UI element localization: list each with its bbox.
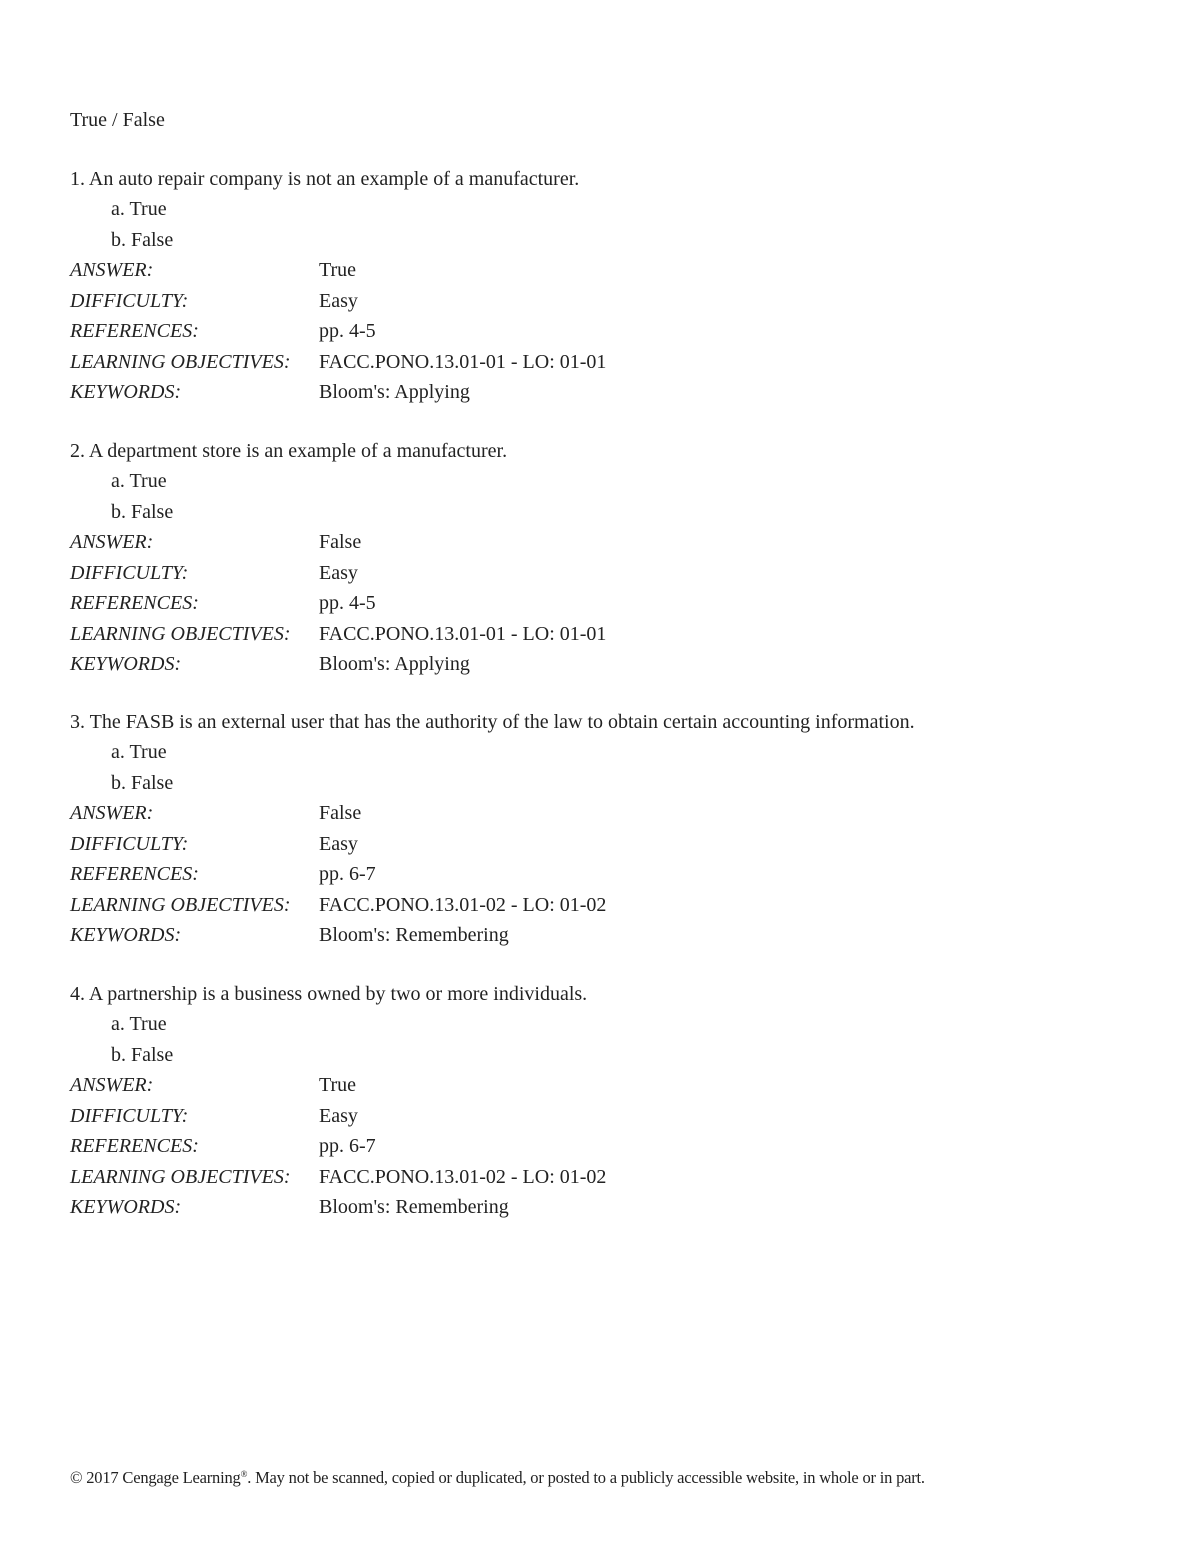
- learning-objectives-row: [70, 890, 1150, 921]
- answer-row: [70, 1070, 1150, 1101]
- choice-a: a. True: [111, 198, 167, 220]
- question-text: 2. A department store is an example of a manufacturer.: [70, 440, 508, 462]
- keywords-row: [70, 377, 1150, 408]
- difficulty-label: DIFFICULTY:: [70, 561, 189, 584]
- references-value: pp. 4-5: [319, 320, 376, 342]
- difficulty-label: DIFFICULTY:: [70, 832, 189, 855]
- difficulty-value: Easy: [319, 289, 358, 312]
- references-row: [70, 1131, 1150, 1162]
- choice-a: a. True: [111, 470, 167, 492]
- references-label: REFERENCES:: [70, 863, 199, 885]
- keywords-label: KEYWORDS:: [70, 924, 182, 946]
- copyright-prefix: © 2017 Cengage Learning: [70, 1468, 241, 1487]
- keywords-value: Bloom's: Applying: [319, 381, 470, 403]
- answer-label: ANSWER:: [70, 802, 154, 824]
- keywords-value: Bloom's: Remembering: [319, 1196, 509, 1218]
- difficulty-row: [70, 558, 1150, 589]
- references-value: pp. 6-7: [319, 1135, 376, 1157]
- keywords-label: KEYWORDS:: [70, 1196, 182, 1218]
- answer-row: [70, 527, 1150, 558]
- difficulty-value: Easy: [319, 1104, 358, 1127]
- answer-row: [70, 798, 1150, 829]
- keywords-value: Bloom's: Remembering: [319, 924, 509, 946]
- answer-label: ANSWER:: [70, 531, 154, 553]
- question-text: 3. The FASB is an external user that has the authority of the law to obtain certain accounting information.: [70, 711, 915, 733]
- answer-value: True: [319, 1074, 357, 1096]
- difficulty-row: [70, 1101, 1150, 1132]
- references-label: REFERENCES:: [70, 1135, 199, 1157]
- learning-objectives-value: FACC.PONO.13.01-02 - LO: 01-02: [319, 1165, 607, 1188]
- question-text: 4. A partnership is a business owned by two or more individuals.: [70, 983, 588, 1005]
- difficulty-label: DIFFICULTY:: [70, 289, 189, 312]
- choice-b: b. False: [111, 1043, 174, 1066]
- difficulty-row: [70, 286, 1150, 317]
- question-block: [70, 981, 1150, 1223]
- references-label: REFERENCES:: [70, 592, 199, 614]
- difficulty-row: [70, 829, 1150, 860]
- question-block: [70, 166, 1150, 408]
- answer-label: ANSWER:: [70, 1074, 154, 1096]
- learning-objectives-row: [70, 1162, 1150, 1193]
- answer-value: True: [319, 259, 357, 281]
- references-row: [70, 316, 1150, 347]
- choice-a: a. True: [111, 1013, 167, 1035]
- learning-objectives-label: LEARNING OBJECTIVES:: [70, 622, 291, 645]
- copyright-footer: [70, 1463, 925, 1489]
- learning-objectives-value: FACC.PONO.13.01-01 - LO: 01-01: [319, 622, 607, 645]
- references-label: REFERENCES:: [70, 320, 199, 342]
- answer-label: ANSWER:: [70, 259, 154, 281]
- learning-objectives-row: [70, 347, 1150, 378]
- section-title: True / False: [70, 109, 165, 131]
- learning-objectives-label: LEARNING OBJECTIVES:: [70, 1165, 291, 1188]
- learning-objectives-label: LEARNING OBJECTIVES:: [70, 893, 291, 916]
- references-value: pp. 4-5: [319, 592, 376, 614]
- answer-row: [70, 255, 1150, 286]
- difficulty-label: DIFFICULTY:: [70, 1104, 189, 1127]
- learning-objectives-value: FACC.PONO.13.01-01 - LO: 01-01: [319, 350, 607, 373]
- choice-a: a. True: [111, 741, 167, 763]
- question-block: [70, 709, 1150, 951]
- copyright-suffix: . May not be scanned, copied or duplicated, or posted to a publicly accessible website, in whole or in part.: [247, 1468, 925, 1487]
- choice-b: b. False: [111, 771, 174, 794]
- answer-value: False: [319, 531, 362, 553]
- references-row: [70, 588, 1150, 619]
- answer-value: False: [319, 802, 362, 824]
- keywords-row: [70, 920, 1150, 951]
- difficulty-value: Easy: [319, 832, 358, 855]
- keywords-row: [70, 649, 1150, 680]
- question-text: 1. An auto repair company is not an example of a manufacturer.: [70, 168, 580, 190]
- difficulty-value: Easy: [319, 561, 358, 584]
- choice-b: b. False: [111, 228, 174, 251]
- keywords-label: KEYWORDS:: [70, 381, 182, 403]
- keywords-value: Bloom's: Applying: [319, 653, 470, 675]
- choice-b: b. False: [111, 500, 174, 523]
- keywords-row: [70, 1192, 1150, 1223]
- learning-objectives-label: LEARNING OBJECTIVES:: [70, 350, 291, 373]
- registered-mark: ®: [240, 1469, 248, 1479]
- references-row: [70, 859, 1150, 890]
- learning-objectives-row: [70, 619, 1150, 650]
- references-value: pp. 6-7: [319, 863, 376, 885]
- question-block: [70, 438, 1150, 680]
- learning-objectives-value: FACC.PONO.13.01-02 - LO: 01-02: [319, 893, 607, 916]
- keywords-label: KEYWORDS:: [70, 653, 182, 675]
